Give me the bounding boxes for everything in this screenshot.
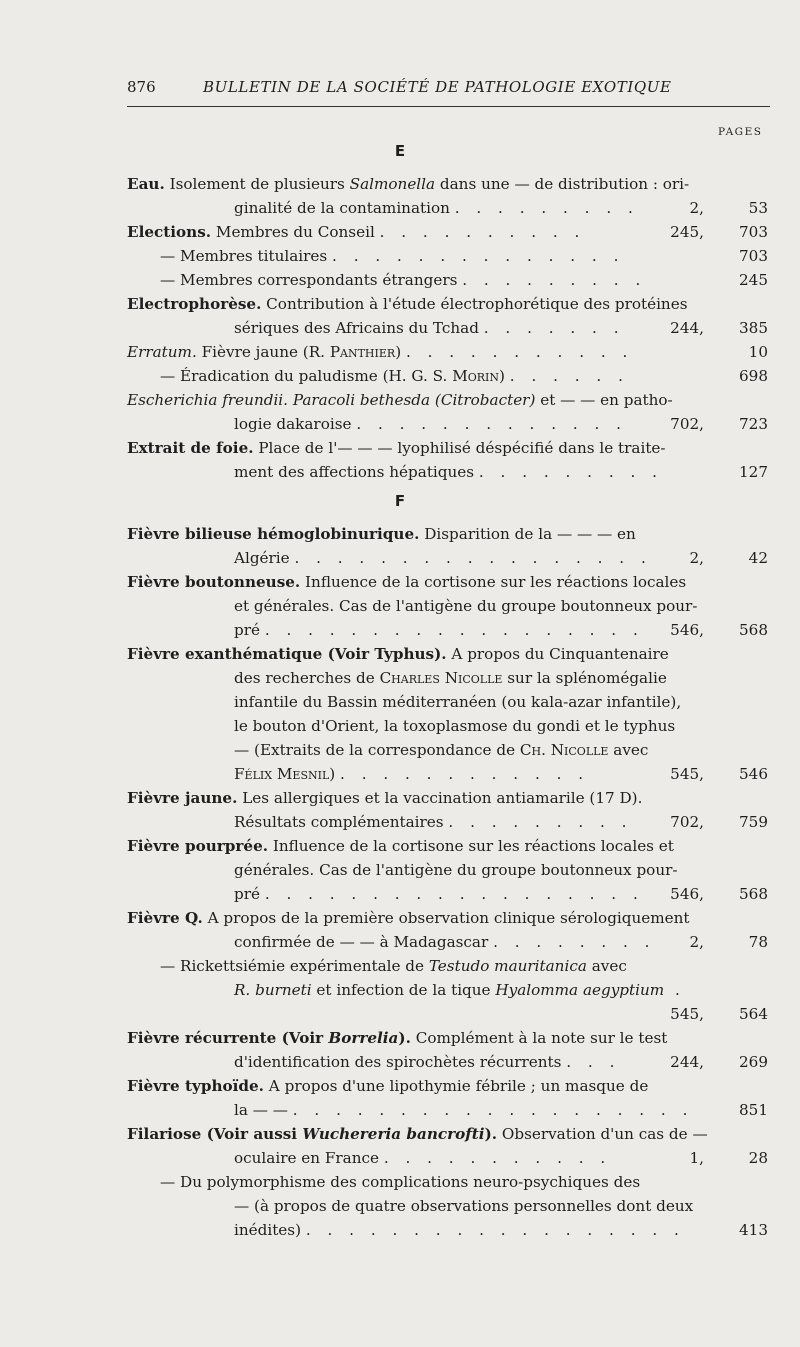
author-name: Charles Nicolle bbox=[379, 669, 503, 687]
page-ref: 10 bbox=[748, 343, 768, 361]
pages-column-label: PAGES bbox=[718, 126, 763, 138]
leader-dots: . . . . . . . . . . bbox=[379, 223, 586, 241]
entry-italic: Erratum. bbox=[127, 343, 197, 361]
entry-text: infantile du Bassin méditerranéen (ou kala-azar infantile), bbox=[234, 693, 682, 711]
entry-line bbox=[127, 522, 636, 546]
author-name: Félix Mesnil bbox=[234, 765, 330, 783]
leader-dots: . . . . . . . . . . . . bbox=[340, 765, 590, 783]
entry-line bbox=[234, 738, 648, 762]
entry-text: et générales. Cas de l'antigène du groupe boutonneux pour- bbox=[234, 597, 698, 615]
page-ref: 1, bbox=[689, 1149, 704, 1167]
entry-line bbox=[127, 1026, 667, 1050]
leader-dots: . . . . . . . . . bbox=[478, 463, 663, 481]
entry-line bbox=[127, 906, 690, 930]
entry-text: Fièvre jaune (R. bbox=[196, 343, 330, 361]
page-ref: 2, bbox=[689, 549, 704, 567]
entry-text: pré bbox=[234, 621, 260, 639]
entry-text: Complément à la note sur le test bbox=[410, 1029, 668, 1047]
entry-line bbox=[234, 594, 697, 618]
author-name: Ch. Nicolle bbox=[519, 741, 609, 759]
entry-line bbox=[127, 388, 673, 412]
page-ref: 702, bbox=[670, 415, 704, 433]
entry-line bbox=[234, 1194, 693, 1218]
section-letter-f: F bbox=[394, 492, 406, 510]
leader-dots: . . . . . . . . . . . . . . . . . . bbox=[264, 885, 644, 903]
running-header bbox=[127, 78, 770, 104]
leader-dots: . . . . . . . bbox=[483, 319, 625, 337]
page-number: 876 bbox=[127, 78, 156, 96]
entry-line bbox=[127, 172, 689, 196]
page-ref: 545, bbox=[670, 765, 704, 783]
entry-line bbox=[127, 642, 669, 666]
entry-italic: Salmonella bbox=[349, 175, 436, 193]
entry-italic: R. burneti bbox=[234, 981, 312, 999]
entry-heading: Filariose (Voir aussi bbox=[127, 1125, 303, 1143]
entry-line bbox=[234, 460, 663, 484]
entry-text: d'identification des spirochètes récurrents bbox=[234, 1053, 562, 1071]
page-ref: 53 bbox=[748, 199, 768, 217]
entry-line bbox=[234, 618, 644, 642]
entry-line bbox=[127, 570, 686, 594]
leader-dots: . . . . . . . . . bbox=[462, 271, 647, 289]
entry-text: ) bbox=[395, 343, 402, 361]
entry-text: ginalité de la contamination bbox=[234, 199, 450, 217]
entry-text: — Membres titulaires bbox=[160, 247, 328, 265]
entry-line bbox=[234, 714, 675, 738]
page-ref: 703 bbox=[739, 247, 768, 265]
author-name: Morin bbox=[452, 367, 500, 385]
leader-dots: . . . . . . . . . bbox=[448, 813, 633, 831]
entry-text: Contribution à l'étude électrophorétique des protéines bbox=[261, 295, 688, 313]
entry-line bbox=[234, 412, 627, 436]
entry-heading: Fièvre Q. bbox=[127, 909, 203, 927]
entry-text: sériques des Africains du Tchad bbox=[234, 319, 479, 337]
entry-line bbox=[234, 196, 639, 220]
entry-text: oculaire en France bbox=[234, 1149, 380, 1167]
entry-text: ) bbox=[329, 765, 336, 783]
entry-line bbox=[234, 882, 644, 906]
author-name: Panthier bbox=[329, 343, 396, 361]
leader-dots: . . . . . . . . . bbox=[454, 199, 639, 217]
entry-text: Observation d'un cas de — bbox=[497, 1125, 708, 1143]
entry-line bbox=[127, 220, 585, 244]
entry-heading: Fièvre récurrente (Voir bbox=[127, 1029, 329, 1047]
entry-line bbox=[234, 690, 681, 714]
leader-dots: . . . . . . bbox=[509, 367, 629, 385]
entry-text: — Rickettsiémie expérimentale de bbox=[160, 957, 429, 975]
page-ref: 851 bbox=[739, 1101, 768, 1119]
page-ref: 546 bbox=[739, 765, 768, 783]
leader-dots: . . . bbox=[566, 1053, 621, 1071]
entry-heading: Fièvre exanthématique (Voir Typhus). bbox=[127, 645, 447, 663]
entry-text: — Du polymorphisme des complications neuro-psychiques des bbox=[160, 1173, 641, 1191]
entry-heading: Fièvre bilieuse hémoglobinurique. bbox=[127, 525, 420, 543]
entry-line bbox=[234, 762, 589, 786]
entry-line bbox=[234, 810, 633, 834]
page-ref: 546, bbox=[670, 621, 704, 639]
leader-dots: . . . . . . . . . . . bbox=[405, 343, 634, 361]
page-ref: 564 bbox=[739, 1005, 768, 1023]
entry-heading: ). bbox=[484, 1125, 498, 1143]
section-letter-e: E bbox=[394, 142, 406, 160]
page-ref: 545, bbox=[670, 1005, 704, 1023]
entry-text: Influence de la cortisone sur les réactions locales bbox=[300, 573, 687, 591]
page-ref: 127 bbox=[739, 463, 768, 481]
page-ref: 703 bbox=[739, 223, 768, 241]
page-ref: 42 bbox=[748, 549, 768, 567]
entry-line bbox=[234, 978, 686, 1002]
entry-text: A propos d'une lipothymie fébrile ; un masque de bbox=[263, 1077, 649, 1095]
page-ref: 269 bbox=[739, 1053, 768, 1071]
page-ref: 702, bbox=[670, 813, 704, 831]
entry-line bbox=[234, 1218, 685, 1242]
entry-text: A propos de la première observation clinique sérologiquement bbox=[202, 909, 690, 927]
entry-italic: Escherichia freundii. Paracoli bethesda (Citrobacter) bbox=[127, 391, 536, 409]
entry-line bbox=[234, 666, 667, 690]
page-ref: 568 bbox=[739, 885, 768, 903]
leader-dots: . bbox=[664, 981, 686, 999]
entry-heading: Electrophorèse. bbox=[127, 295, 262, 313]
entry-text: ment des affections hépatiques bbox=[234, 463, 475, 481]
entry-text: Résultats complémentaires bbox=[234, 813, 444, 831]
page-ref: 698 bbox=[739, 367, 768, 385]
entry-text: — (à propos de quatre observations personnelles dont deux bbox=[234, 1197, 694, 1215]
entry-line bbox=[234, 1146, 611, 1170]
page-ref: 723 bbox=[739, 415, 768, 433]
entry-line bbox=[234, 546, 652, 570]
entry-heading: Elections. bbox=[127, 223, 212, 241]
entry-text: avec bbox=[608, 741, 649, 759]
entry-text: dans une — de distribution : ori- bbox=[435, 175, 690, 193]
entry-line bbox=[234, 930, 656, 954]
entry-text: logie dakaroise bbox=[234, 415, 352, 433]
page-ref: 413 bbox=[739, 1221, 768, 1239]
entry-text: A propos du Cinquantenaire bbox=[446, 645, 669, 663]
entry-text: Disparition de la — — — en bbox=[419, 525, 636, 543]
page-ref: 2, bbox=[689, 199, 704, 217]
entry-line bbox=[127, 340, 633, 364]
entry-heading-italic: Borrelia bbox=[328, 1029, 399, 1047]
entry-line bbox=[127, 786, 642, 810]
entry-heading: Fièvre jaune. bbox=[127, 789, 238, 807]
page-ref: 245, bbox=[670, 223, 704, 241]
leader-dots: . . . . . . . . . . . . . . . . . . bbox=[305, 1221, 685, 1239]
entry-line bbox=[127, 292, 688, 316]
entry-text: inédites) bbox=[234, 1221, 302, 1239]
leader-dots: . . . . . . . . . . . . . bbox=[356, 415, 628, 433]
entry-line bbox=[127, 1074, 648, 1098]
entry-italic: Testudo mauritanica bbox=[428, 957, 587, 975]
entry-text: la — — bbox=[234, 1101, 288, 1119]
entry-line bbox=[160, 244, 624, 268]
entry-text: et infection de la tique bbox=[311, 981, 496, 999]
entry-text: et — — en patho- bbox=[535, 391, 673, 409]
entry-text: Les allergiques et la vaccination antiamarile (17 D). bbox=[237, 789, 643, 807]
entry-text: Membres du Conseil bbox=[211, 223, 375, 241]
entry-line bbox=[234, 858, 678, 882]
header-rule bbox=[127, 106, 770, 107]
entry-heading-italic: Wuchereria bancrofti bbox=[302, 1125, 485, 1143]
leader-dots: . . . . . . . . . . . . . . . . . bbox=[294, 549, 652, 567]
page-ref: 244, bbox=[670, 319, 704, 337]
entry-line bbox=[234, 1050, 620, 1074]
entry-heading: Extrait de foie. bbox=[127, 439, 254, 457]
entry-heading: Eau. bbox=[127, 175, 165, 193]
journal-title: BULLETIN DE LA SOCIÉTÉ DE PATHOLOGIE EXOTIQUE bbox=[203, 78, 672, 96]
page-ref: 78 bbox=[748, 933, 768, 951]
page-ref: 245 bbox=[739, 271, 768, 289]
entry-heading: Fièvre typhoïde. bbox=[127, 1077, 264, 1095]
leader-dots: . . . . . . . . . . . . . . . . . . . bbox=[292, 1101, 694, 1119]
page-ref: 28 bbox=[748, 1149, 768, 1167]
page-ref: 759 bbox=[739, 813, 768, 831]
entry-heading: Fièvre pourprée. bbox=[127, 837, 269, 855]
entry-text: avec bbox=[586, 957, 627, 975]
entry-line bbox=[160, 364, 629, 388]
entry-line bbox=[160, 954, 627, 978]
leader-dots: . . . . . . . . . . . . . . . . . . bbox=[264, 621, 644, 639]
entry-text: des recherches de bbox=[234, 669, 380, 687]
entry-text: — Membres correspondants étrangers bbox=[160, 271, 458, 289]
entry-line bbox=[160, 268, 646, 292]
entry-text: pré bbox=[234, 885, 260, 903]
entry-line bbox=[127, 1122, 708, 1146]
page-ref: 568 bbox=[739, 621, 768, 639]
entry-line bbox=[127, 834, 674, 858]
leader-dots: . . . . . . . . . . . . . . bbox=[332, 247, 625, 265]
entry-line bbox=[234, 316, 625, 340]
entry-heading: Fièvre boutonneuse. bbox=[127, 573, 301, 591]
leader-dots: . . . . . . . . bbox=[493, 933, 656, 951]
entry-text: le bouton d'Orient, la toxoplasmose du gondi et le typhus bbox=[234, 717, 676, 735]
entry-line bbox=[127, 436, 666, 460]
entry-text: Algérie bbox=[234, 549, 290, 567]
leader-dots: . . . . . . . . . . . bbox=[383, 1149, 612, 1167]
entry-text: sur la splénomégalie bbox=[502, 669, 667, 687]
entry-text: — (Extraits de la correspondance de bbox=[234, 741, 520, 759]
entry-italic: Hyalomma aegyptium bbox=[495, 981, 665, 999]
page-ref: 546, bbox=[670, 885, 704, 903]
page-ref: 385 bbox=[739, 319, 768, 337]
entry-line bbox=[234, 1098, 693, 1122]
entry-heading: ). bbox=[398, 1029, 411, 1047]
entry-text: Isolement de plusieurs bbox=[164, 175, 350, 193]
entry-text: générales. Cas de l'antigène du groupe boutonneux pour- bbox=[234, 861, 678, 879]
entry-text: — Éradication du paludisme (H. G. S. bbox=[160, 367, 453, 385]
page-ref: 2, bbox=[689, 933, 704, 951]
entry-line bbox=[160, 1170, 640, 1194]
entry-text: confirmée de — — à Madagascar bbox=[234, 933, 489, 951]
entry-text: Influence de la cortisone sur les réactions locales et bbox=[268, 837, 674, 855]
entry-text: ) bbox=[499, 367, 505, 385]
page-ref: 244, bbox=[670, 1053, 704, 1071]
entry-text: Place de l'— — — lyophilisé déspécifié dans le traite- bbox=[253, 439, 666, 457]
